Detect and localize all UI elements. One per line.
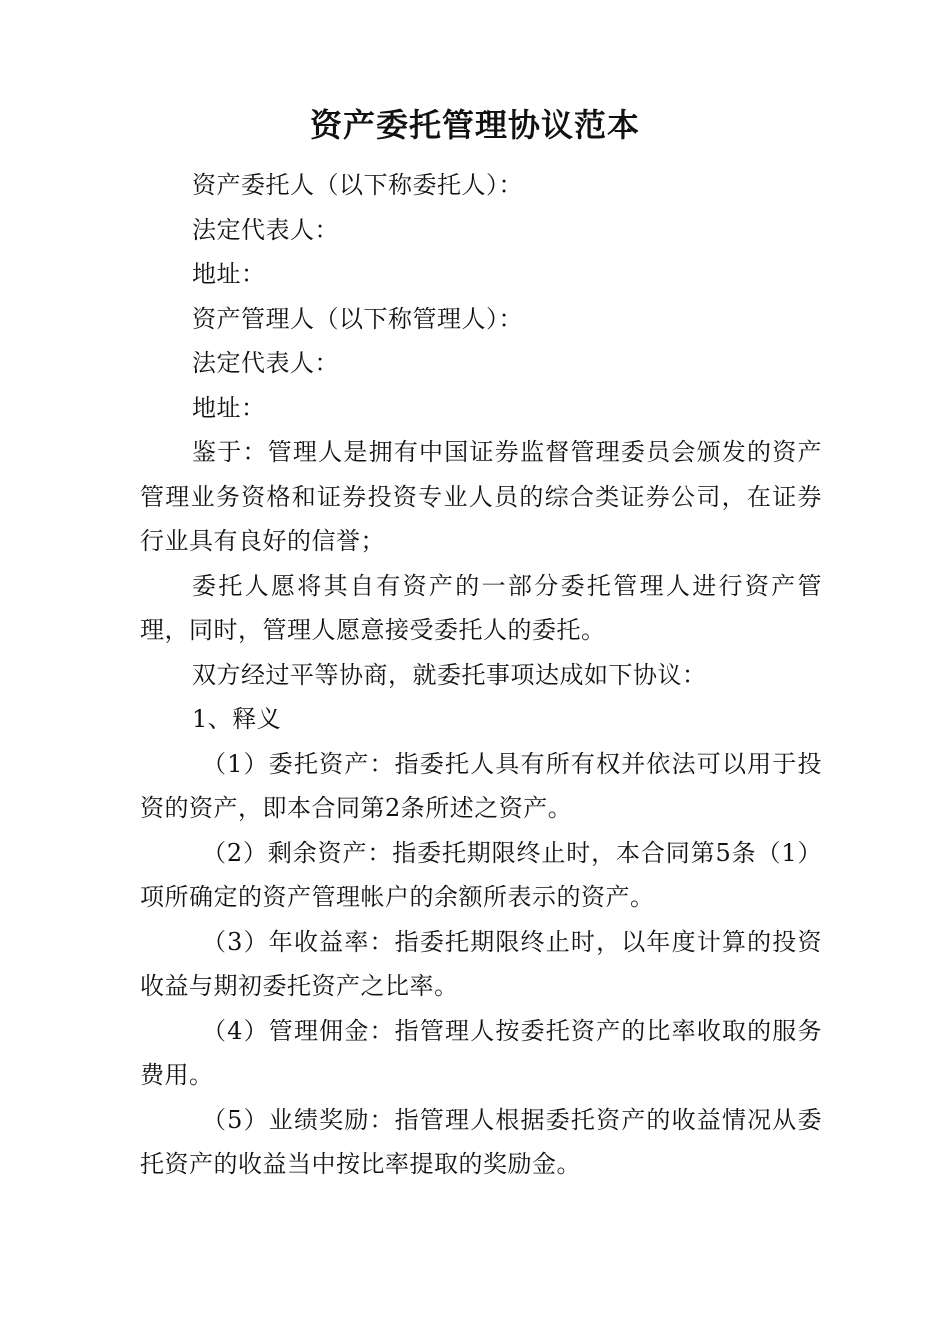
definition-item: （1）委托资产：指委托人具有所有权并依法可以用于投资的资产，即本合同第2条所述之资产。	[140, 749, 822, 822]
party-a-address: 地址：	[192, 260, 266, 288]
definition-item: （3）年收益率：指委托期限终止时，以年度计算的投资收益与期初委托资产之比率。	[140, 927, 822, 1000]
party-b-address: 地址：	[192, 393, 266, 422]
definition-item: （5）业绩奖励：指管理人根据委托资产的收益情况从委托资产的收益当中按比率提取的奖励金。	[140, 1105, 822, 1178]
party-b-legal-rep: 法定代表人：	[192, 349, 339, 377]
intent-paragraph: 委托人愿将其自有资产的一部分委托管理人进行资产管理，同时，管理人愿意接受委托人的委托。	[140, 571, 822, 644]
section-heading: 1、释义	[192, 705, 282, 733]
agreement-intro: 双方经过平等协商，就委托事项达成如下协议：	[192, 660, 707, 689]
party-a-legal-rep: 法定代表人：	[192, 215, 339, 244]
party-b-line: 资产管理人（以下称管理人）：	[192, 304, 523, 333]
definition-item: （4）管理佣金：指管理人按委托资产的比率收取的服务费用。	[140, 1016, 822, 1089]
party-a-line: 资产委托人（以下称委托人）：	[192, 171, 523, 199]
document-title: 资产委托管理协议范本	[309, 106, 640, 144]
document-body	[140, 163, 822, 1187]
definition-item: （2）剩余资产：指委托期限终止时，本合同第5条（1）项所确定的资产管理帐户的余额所表示的资产。	[140, 838, 822, 911]
recital-paragraph: 鉴于：管理人是拥有中国证券监督管理委员会颁发的资产管理业务资格和证券投资专业人员的综合类证券公司，在证券行业具有良好的信誉；	[140, 438, 822, 555]
